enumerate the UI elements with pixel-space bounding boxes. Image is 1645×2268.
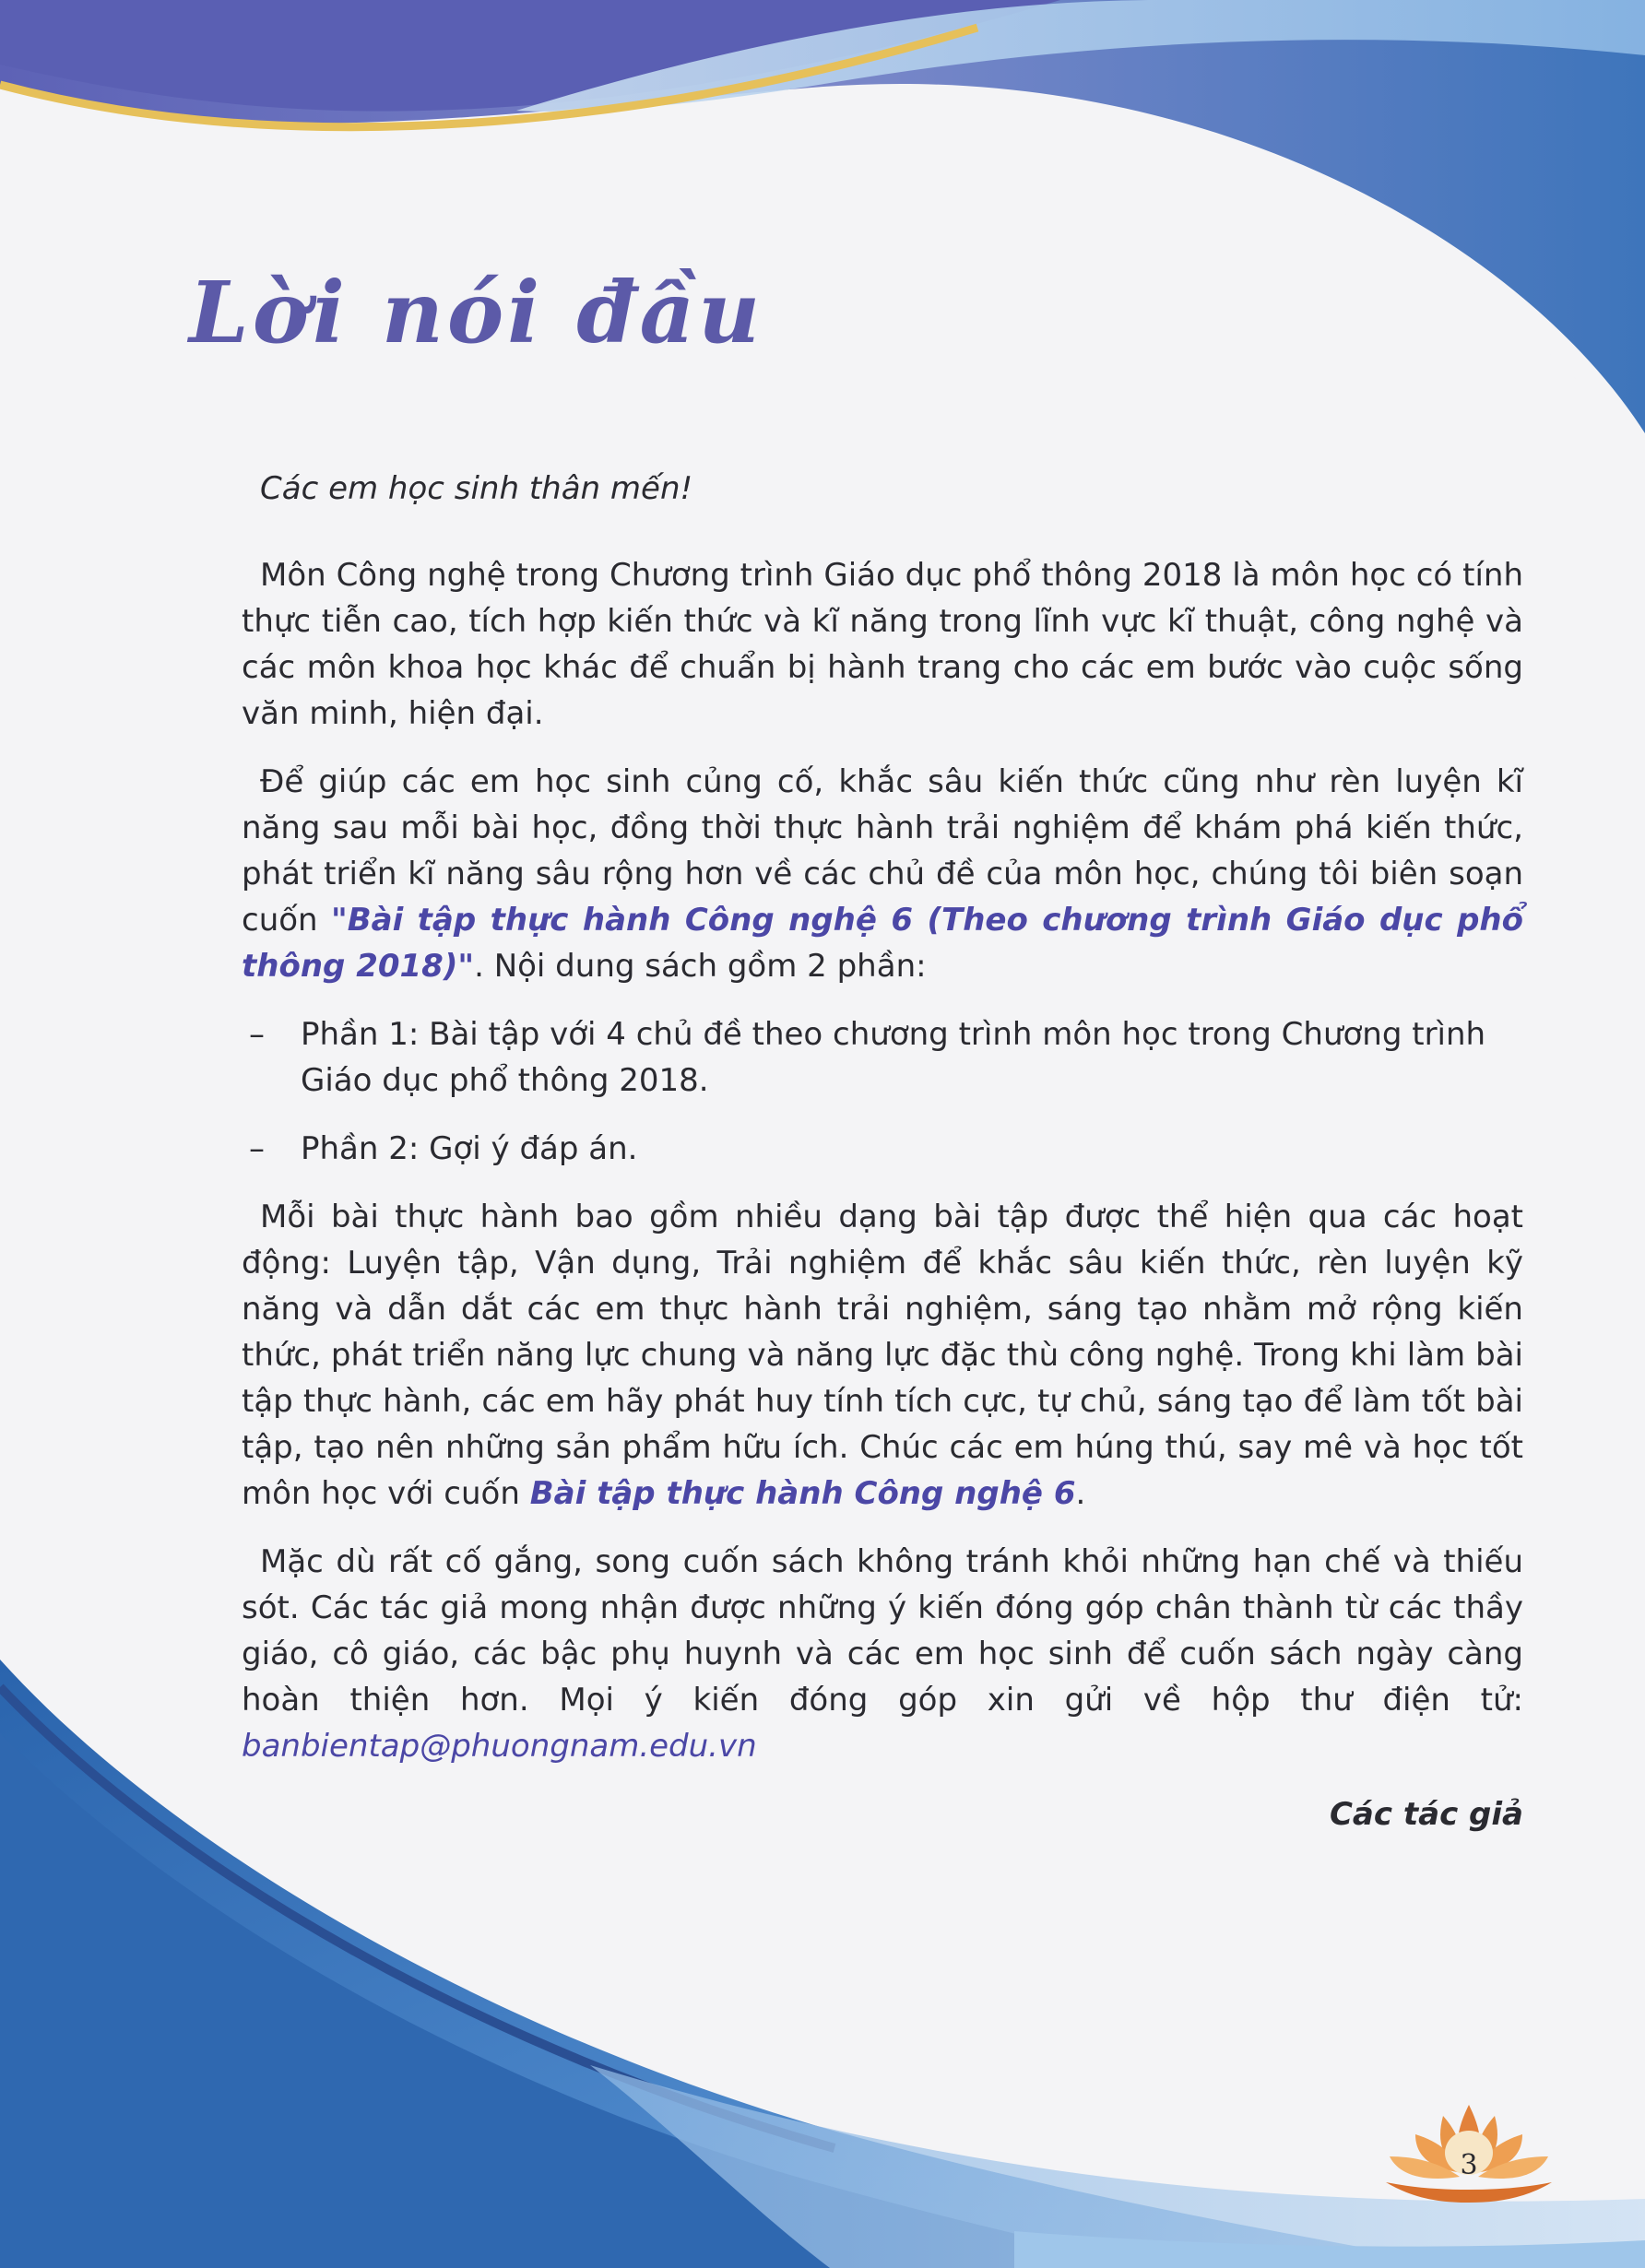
list-dash: – — [249, 1016, 265, 1053]
greeting: Các em học sinh thân mến! — [260, 470, 693, 507]
part-1-text: Phần 1: Bài tập với 4 chủ đề theo chương trình môn học trong Chương trình Giáo dục phổ thông 2018. — [301, 1016, 1486, 1099]
paragraph-feedback — [242, 1539, 1523, 1769]
list-item — [242, 1126, 1523, 1172]
page-number: 3 — [1460, 2149, 1478, 2181]
list-dash: – — [249, 1130, 265, 1167]
paragraph-purpose-text: Để giúp các em học sinh củng cố, khắc sâu kiến thức cũng như rèn luyện kĩ năng sau mỗi bài học, đồng thời thực hành trải nghiệm để khám phá kiến thức, phát triển kĩ năng sâu rộng hơn về các chủ đề của môn học, chúng tôi biên soạn cuốn — [242, 763, 1523, 939]
paragraph-activities-tail: . — [1075, 1475, 1086, 1512]
paragraph-intro: Môn Công nghệ trong Chương trình Giáo dục phổ thông 2018 là môn học có tính thực tiễn cao, tích hợp kiến thức và kĩ năng trong lĩnh vực kĩ thuật, công nghệ và các môn khoa học khác để chuẩn bị hành trang cho các em bước vào cuộc sống văn minh, hiện đại. — [242, 557, 1523, 732]
signature: Các tác giả — [1329, 1796, 1523, 1833]
paragraph-activities — [242, 1194, 1523, 1517]
paragraph-purpose — [242, 759, 1523, 989]
top-wave — [0, 0, 1645, 461]
paragraph-purpose-tail: . Nội dung sách gồm 2 phần: — [474, 948, 927, 985]
parts-list — [242, 1011, 1523, 1172]
email-link[interactable]: banbientap@phuongnam.edu.vn — [242, 1728, 757, 1765]
book-title-short: Bài tập thực hành Công nghệ 6 — [529, 1475, 1076, 1512]
page-title: Lời nói đầu — [189, 263, 764, 362]
book-title-full: "Bài tập thực hành Công nghệ 6 (Theo chương trình Giáo dục phổ thông 2018)" — [242, 902, 1523, 985]
preface-body — [242, 466, 1523, 1837]
list-item — [242, 1011, 1523, 1104]
paragraph-activities-text: Mỗi bài thực hành bao gồm nhiều dạng bài tập được thể hiện qua các hoạt động: Luyện tập, Vận dụng, Trải nghiệm để khắc sâu kiến thức, rèn luyện kỹ năng và dẫn dắt các em thực hành trải nghiệm, sáng tạo nhằm mở rộng kiến thức, phát triển năng lực chung và năng lực đặc thù công nghệ. Trong khi làm bài tập thực hành, các em hãy phát huy tính tích cực, tự chủ, sáng tạo để làm tốt bài tập, tạo nên những sản phẩm hữu ích. Chúc các em húng thú, say mê và học tốt môn học với cuốn — [242, 1199, 1523, 1512]
paragraph-feedback-text: Mặc dù rất cố gắng, song cuốn sách không tránh khỏi những hạn chế và thiếu sót. Các tác giả mong nhận được những ý kiến đóng góp chân thành từ các thầy giáo, cô giáo, các bậc phụ huynh và các em học sinh để cuốn sách ngày càng hoàn thiện hơn. Mọi ý kiến đóng góp xin gửi về hộp thư điện tử: — [242, 1543, 1523, 1719]
part-2-text: Phần 2: Gợi ý đáp án. — [301, 1130, 638, 1167]
